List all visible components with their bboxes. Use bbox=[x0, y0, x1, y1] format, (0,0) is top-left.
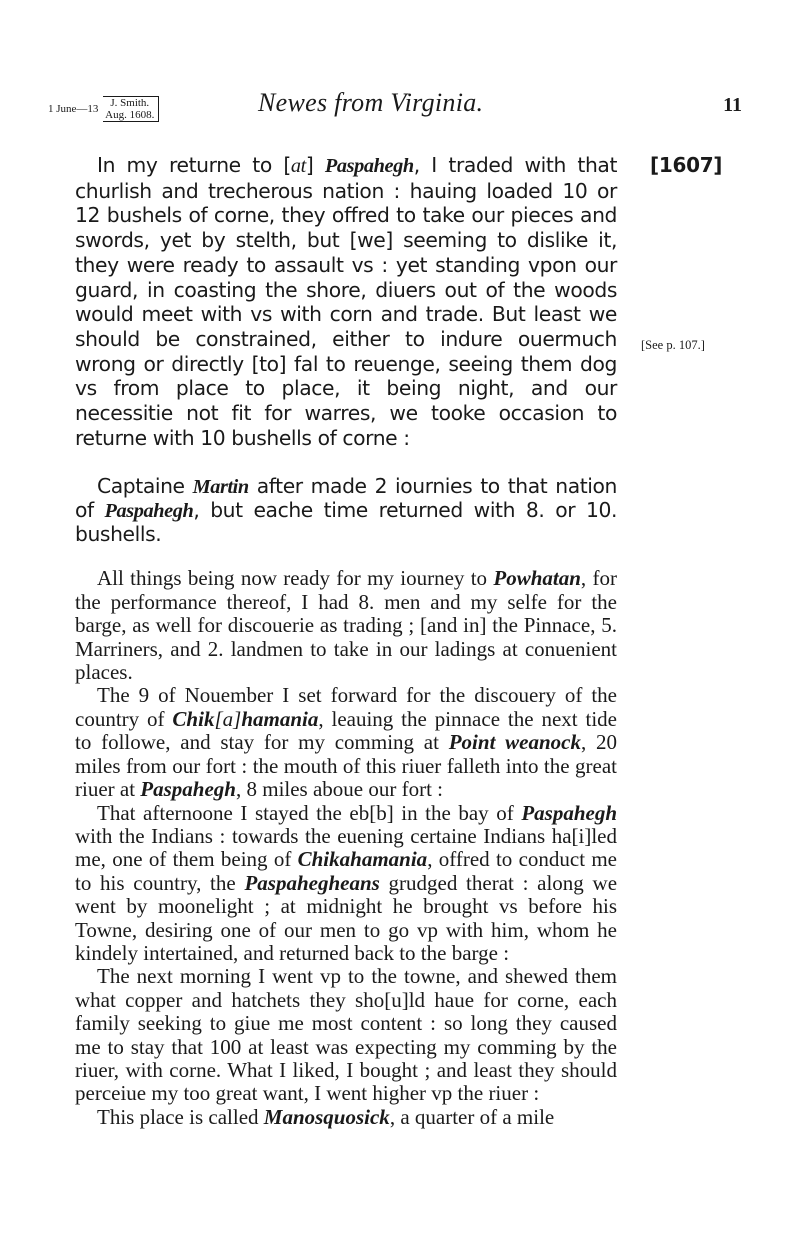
body-text bbox=[75, 153, 617, 1129]
text-run: Captaine bbox=[97, 474, 193, 499]
text-run: , leauing the pinnace the next tide to followe, and stay for my comming at bbox=[75, 706, 617, 755]
page-number: 11 bbox=[723, 94, 742, 116]
text-run: That afternoone I stayed the eb[b] in the bay of bbox=[97, 800, 522, 825]
place-name: Paspahegh bbox=[324, 155, 414, 177]
place-name: Paspahegh bbox=[140, 777, 236, 802]
text-run: In my returne to [ bbox=[97, 153, 291, 177]
running-title: Newes from Virginia. bbox=[258, 88, 484, 117]
text-run: after made 2 iournies to that nation of bbox=[75, 474, 617, 523]
text-run: , a quarter of a mile bbox=[389, 1104, 555, 1129]
header-author: J. Smith. bbox=[110, 97, 150, 109]
header-range-end: Aug. 1608. bbox=[105, 109, 155, 121]
text-run: , but eache time returned with 8. or 10. bushells. bbox=[75, 498, 617, 547]
margin-note-year: [1607] bbox=[650, 153, 723, 177]
paragraph-3 bbox=[75, 567, 617, 684]
text-run: , for the performance thereof, I had 8. men and my selfe for the barge, as well for discouerie as trading ; [and in] the Pinnace, 5. Marriners, and 2. landmen to take in our ladings at conuenient places. bbox=[75, 566, 617, 685]
paragraph-4 bbox=[75, 684, 617, 801]
paragraph-6 bbox=[75, 965, 617, 1105]
text-run: , offred to conduct me to his country, the bbox=[75, 847, 617, 895]
text-run: The next morning I went vp to the towne, and shewed them what copper and hatchets they sho[u]ld haue for corne, each family seeking to giue me most content : so long they caused me to stay that 100 at least was expecting my comming by the riuer, with corne. What I liked, I bought ; and least they should perceiue my too great want, I went higher vp the riuer : bbox=[75, 964, 617, 1106]
text-run: , I traded with that churlish and trecherous nation : hauing loaded 10 or 12 bushels of corne, they offred to take our pieces and swords, yet by stelth, but [we] seeming to dislike it, they were ready to assault vs : yet standing vpon our guard, in coasting the shore, diuers out of the woods would meet with vs with corn and trade. But least we should be constrained, either to indure ouermuch wrong or directly [to] fal to reuenge, seeing them dog vs from place to place, it being night, and our necessitie not fit for warres, we tooke occasion to returne with 10 bushells of corne : bbox=[75, 153, 618, 450]
place-name: Paspahegh bbox=[521, 800, 617, 825]
margin-note-see-reference: [See p. 107.] bbox=[641, 338, 705, 352]
text-run-italic: at bbox=[290, 155, 306, 177]
header-author-bracket bbox=[103, 96, 159, 122]
paragraph-2 bbox=[75, 475, 617, 546]
text-run-italic: [a] bbox=[214, 706, 242, 731]
paragraph-7 bbox=[75, 1106, 617, 1129]
place-name: Chikahamania bbox=[297, 847, 428, 872]
place-name: Manosquosick bbox=[263, 1104, 390, 1129]
place-name: Chik bbox=[172, 706, 215, 731]
paragraph-5 bbox=[75, 802, 617, 966]
people-name: Paspahegheans bbox=[244, 870, 380, 895]
place-name: hamania bbox=[241, 706, 319, 731]
text-run: with the Indians : towards the euening certaine Indians ha[i]led me, one of them being of bbox=[75, 823, 617, 872]
text-run: grudged therat : along we went by moonelight ; at midnight he brought vs before his Towne, desiring one of our men to go vp with him, whom he kindely intertained, and returned back to the barge : bbox=[75, 870, 618, 965]
place-name: Paspahegh bbox=[104, 500, 194, 523]
text-run: This place is called bbox=[97, 1104, 264, 1129]
text-run: All things being now ready for my iourney to bbox=[97, 566, 494, 591]
person-name: Martin bbox=[192, 476, 249, 499]
text-run: The 9 of Nouember I set forward for the discouery of the country of bbox=[75, 683, 617, 731]
header-range-start: 1 June—13 bbox=[48, 103, 99, 115]
running-header bbox=[48, 88, 742, 132]
place-name: Point weanock bbox=[448, 730, 581, 755]
text-run: , 8 miles aboue our fort : bbox=[235, 777, 444, 802]
place-name: Powhatan bbox=[493, 566, 581, 591]
paragraph-1 bbox=[75, 153, 617, 450]
text-run: ] bbox=[305, 153, 325, 177]
header-date-range bbox=[48, 96, 159, 122]
text-run: , 20 miles from our fort : the mouth of this riuer falleth into the great riuer at bbox=[75, 730, 618, 802]
